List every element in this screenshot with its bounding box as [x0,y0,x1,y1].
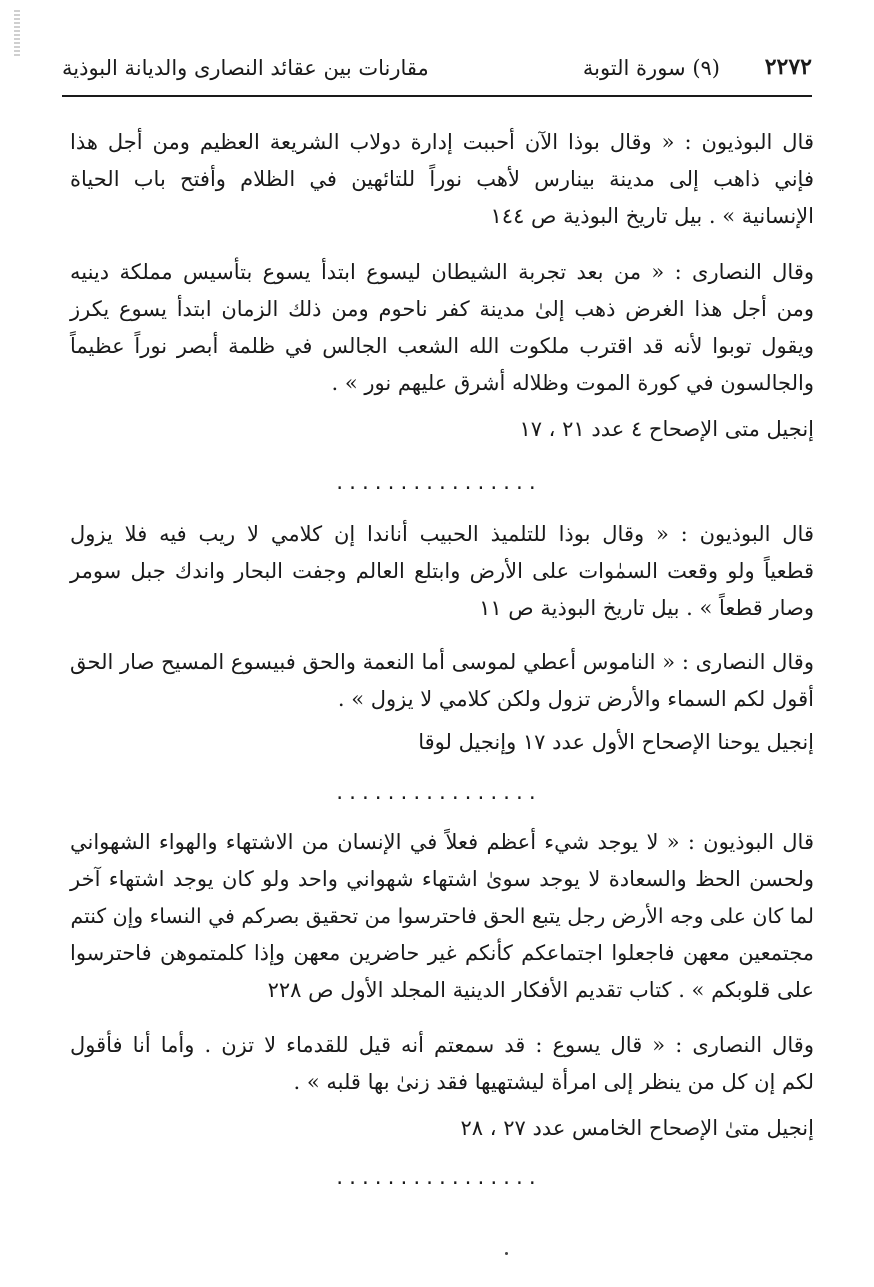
surah-label: (٩) سورة التوبة [582,56,720,80]
scripture-reference: إنجيل يوحنا الإصحاح الأول عدد ١٧ وإنجيل لوقا [418,730,814,754]
paragraph-line: لما كان على وجه الأرض رجل يتبع الحق فاحترسوا من تحقيق بصركم في النساء وإن كنتم [70,904,814,928]
paragraph-line: وصار قطعاً » . بيل تاريخ البوذية ص ١١ [479,596,814,620]
paragraph-line: قال البوذيون : « وقال بوذا للتلميذ الحبيب أناندا إن كلامي لا ريب فيه فلا يزول [70,522,814,546]
paragraph-line: الإنسانية » . بيل تاريخ البوذية ص ١٤٤ [490,204,814,228]
paragraph-line: ومن أجل هذا الغرض ذهب إلىٰ مدينة كفر ناحوم ومن ذلك الزمان ابتدأ يسوع يكرز [70,297,814,321]
paragraph-line: على قلوبكم » . كتاب تقديم الأفكار الدينية المجلد الأول ص ٢٢٨ [267,978,814,1002]
header-rule [62,95,812,97]
paragraph-line: أقول لكم السماء والأرض تزول ولكن كلامي لا يزول » . [337,687,814,711]
paragraph-line: فإني ذاهب إلى مدينة بينارس لأهب نوراً للتائهين في الظلام وأفتح باب الحياة [70,167,814,191]
paragraph-line: قال البوذيون : « وقال بوذا الآن أحببت إدارة دولاب الشريعة العظيم ومن أجل هذا [70,130,814,154]
page-number: ٢٢٧٢ [764,54,812,80]
scan-edge-mark [14,10,20,58]
running-title: مقارنات بين عقائد النصارى والديانة البوذية [62,56,429,80]
paragraph-line: ويقول توبوا لأنه قد اقترب ملكوت الله الشعب الجالس في ظلمة أبصر نوراً عظيماً [70,334,814,358]
section-separator: ................ [334,473,540,494]
paragraph-line: لكم إن كل من ينظر إلى امرأة ليشتهيها فقد زنىٰ بها قلبه » . [293,1070,814,1094]
section-separator: ................ [334,783,540,804]
section-separator: ................ [334,1168,540,1189]
scripture-reference: إنجيل متىٰ الإصحاح الخامس عدد ٢٧ ، ٢٨ [460,1116,814,1140]
scripture-reference: إنجيل متى الإصحاح ٤ عدد ٢١ ، ١٧ [519,417,814,441]
paragraph-line: وقال النصارى : « الناموس أعطي لموسى أما النعمة والحق فبيسوع المسيح صار الحق [70,650,814,674]
paragraph-line: مجتمعين معهن فاجعلوا اجتماعكم كأنكم غير حاضرين معهن وإذا كلمتموهن فاحترسوا [70,941,814,965]
paragraph-line: قال البوذيون : « لا يوجد شيء أعظم فعلاً في الإنسان من الاشتهاء والهواء الشهواني [70,830,814,854]
paragraph-line: ولحسن الحظ والسعادة لا يوجد سوىٰ اشتهاء شهواني واحد ولو كان يوجد اشتهاء آخر [70,867,814,891]
paragraph-line: وقال النصارى : « قال يسوع : قد سمعتم أنه قيل للقدماء لا تزن . وأما أنا فأقول [70,1033,814,1057]
paragraph-line: والجالسون في كورة الموت وظلاله أشرق عليهم نور » . [331,371,814,395]
page-header [62,52,812,92]
paragraph-line: قطعياً ولو وقعت السمٰوات على الأرض وابتلع العالم وجفت البحار واندك جبل سومر [70,559,814,583]
paragraph-line: وقال النصارى : « من بعد تجربة الشيطان ليسوع ابتدأ يسوع بتأسيس مملكة دينيه [70,260,814,284]
ink-speck [505,1252,508,1255]
